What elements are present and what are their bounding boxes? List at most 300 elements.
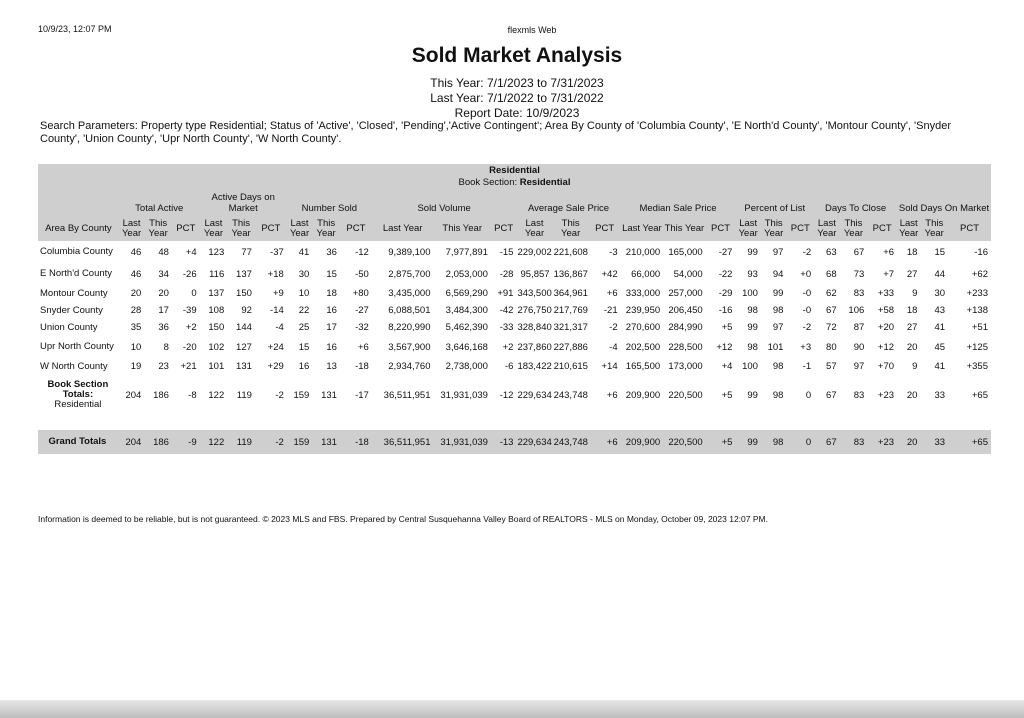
table-cell: -50 xyxy=(355,268,369,280)
table-cell: 3,435,000 xyxy=(388,288,431,299)
table-cell: 333,000 xyxy=(625,288,661,299)
table-cell: 150 xyxy=(236,288,252,299)
table-cell: 116 xyxy=(209,268,225,280)
table-cell: 0 xyxy=(191,288,197,299)
subheader-this: This Year xyxy=(924,218,944,239)
table-cell: 99 xyxy=(735,430,761,454)
table-cell: +2 xyxy=(185,322,197,333)
table-cell: +62 xyxy=(971,268,988,280)
subheader-last: Last Year xyxy=(622,223,662,234)
subheader-this: This Year xyxy=(231,218,251,239)
table-cell: 13 xyxy=(326,361,337,372)
subheader-this: This Year xyxy=(148,218,168,239)
table-cell: 98 xyxy=(747,341,758,353)
table-cell: 229,634 xyxy=(517,389,552,401)
totals-label-line: Book Section xyxy=(47,379,109,390)
table-cell: 243,748 xyxy=(553,430,589,454)
table-cell: 202,500 xyxy=(625,341,661,353)
table-cell: 10 xyxy=(298,288,310,299)
table-cell: 183,422 xyxy=(517,361,552,372)
table-cell: -2 xyxy=(802,322,812,333)
table-cell: 221,608 xyxy=(553,246,588,258)
table-cell: 18 xyxy=(906,246,918,258)
table-cell: 3,484,300 xyxy=(445,305,488,316)
table-cell: +21 xyxy=(180,361,197,372)
table-cell: 33 xyxy=(920,430,948,454)
table-cell: -22 xyxy=(718,268,733,280)
table-cell: 9 xyxy=(912,361,918,372)
table-cell: 2,934,760 xyxy=(388,361,431,372)
table-cell: -18 xyxy=(355,361,369,372)
table-cell: 97 xyxy=(772,322,784,333)
table-cell: 101 xyxy=(767,341,784,353)
table-cell: 122 xyxy=(208,389,225,401)
table-cell: 18 xyxy=(326,288,337,299)
table-cell: 217,769 xyxy=(553,305,588,316)
table-cell: 131 xyxy=(236,361,252,372)
table-cell: -21 xyxy=(603,305,618,316)
table-cell: 93 xyxy=(747,268,758,280)
table-cell: -14 xyxy=(270,305,284,316)
table-cell: +42 xyxy=(601,268,618,280)
table-cell: 41 xyxy=(298,246,310,258)
table-cell: -37 xyxy=(270,246,284,258)
table-cell: 16 xyxy=(298,361,310,372)
disclaimer-footer: Information is deemed to be reliable, but is not guaranteed. © 2023 MLS and FBS. Prepared by Central Susquehanna Valley Board of REALTORS - MLS on Monday, October 09, 2023 12:07 PM. xyxy=(38,514,768,524)
table-cell: 108 xyxy=(208,305,225,316)
table-cell: 31,931,039 xyxy=(434,430,491,454)
table-cell: -2 xyxy=(275,389,284,401)
subheader-last: Last Year xyxy=(203,218,224,239)
table-cell: 119 xyxy=(227,430,255,454)
table-cell: 10 xyxy=(130,341,142,353)
table-cell: -27 xyxy=(718,246,733,258)
table-cell: 77 xyxy=(241,246,252,258)
table-cell: -28 xyxy=(499,268,514,280)
table-cell: 67 xyxy=(853,246,865,258)
table-cell: -4 xyxy=(609,341,618,353)
table-cell: +65 xyxy=(948,430,991,454)
table-cell: +70 xyxy=(877,361,895,372)
table-cell: 36 xyxy=(158,322,169,333)
table-cell: 80 xyxy=(826,341,837,353)
table-cell: -39 xyxy=(182,305,197,316)
table-cell: 7,977,891 xyxy=(445,246,488,258)
table-cell: 99 xyxy=(772,288,784,299)
group-header: Number Sold xyxy=(301,203,358,214)
category-title: Residential xyxy=(489,164,540,176)
subheader-this: This Year xyxy=(764,218,784,239)
table-cell: +6 xyxy=(589,430,621,454)
subheader-pct: PCT xyxy=(960,223,980,234)
table-cell: 90 xyxy=(853,341,865,353)
table-cell: 100 xyxy=(742,361,758,372)
table-cell: 73 xyxy=(853,268,865,280)
area-name: Columbia County xyxy=(40,246,113,257)
table-cell: +58 xyxy=(877,305,895,316)
group-header: Active Days on Market xyxy=(211,192,275,214)
table-cell: 99 xyxy=(747,246,758,258)
table-cell: 48 xyxy=(158,246,169,258)
area-name: Montour County xyxy=(40,287,108,299)
table-cell: +5 xyxy=(706,430,736,454)
table-cell: +18 xyxy=(267,268,284,280)
table-cell: 101 xyxy=(208,361,225,372)
group-header-blank xyxy=(38,188,119,217)
grand-totals-label: Grand Totals xyxy=(38,430,119,454)
table-cell: 209,900 xyxy=(625,389,661,401)
table-row xyxy=(38,263,991,285)
table-cell: +355 xyxy=(966,361,988,372)
table-row xyxy=(38,302,991,319)
table-cell: 3,646,168 xyxy=(445,341,488,353)
table-cell: 67 xyxy=(826,389,837,401)
table-row xyxy=(38,358,991,375)
table-cell: -2 xyxy=(255,430,287,454)
table-cell: +138 xyxy=(966,305,988,316)
table-cell: -3 xyxy=(609,246,618,258)
table-cell: +7 xyxy=(883,268,895,280)
table-cell: 22 xyxy=(298,305,310,316)
table-cell: 122 xyxy=(200,430,228,454)
table-cell: 98 xyxy=(772,389,784,401)
category-row xyxy=(38,164,991,176)
table-cell: 2,875,700 xyxy=(388,268,431,280)
subheader-last-year: Last Year xyxy=(382,223,423,234)
section-name: Residential xyxy=(519,176,571,188)
area-name: Upr North County xyxy=(40,341,114,352)
subheader-pct: PCT xyxy=(494,223,514,234)
table-cell: +20 xyxy=(877,322,895,333)
table-cell: -6 xyxy=(504,361,514,372)
table-cell: +4 xyxy=(721,361,733,372)
table-cell: -15 xyxy=(499,246,514,258)
table-cell: 209,900 xyxy=(621,430,664,454)
table-row xyxy=(38,285,991,302)
table-cell: -1 xyxy=(802,361,812,372)
table-cell: 27 xyxy=(906,268,918,280)
table-cell: 173,000 xyxy=(668,361,703,372)
totals-label-line: Totals: xyxy=(62,389,94,400)
table-cell: 206,450 xyxy=(668,305,703,316)
table-cell: +29 xyxy=(267,361,284,372)
subheader-this: This Year xyxy=(843,218,864,239)
table-cell: 284,990 xyxy=(668,322,703,333)
table-cell: 276,750 xyxy=(517,305,552,316)
table-cell: 36 xyxy=(326,246,337,258)
table-cell: -2 xyxy=(802,246,812,258)
table-cell: 15 xyxy=(934,246,946,258)
subheader-last: Last Year xyxy=(121,218,142,239)
table-cell: -29 xyxy=(718,288,733,299)
table-cell: 186 xyxy=(153,389,169,401)
table-cell: 243,748 xyxy=(553,389,588,401)
table-cell: 229,634 xyxy=(516,430,552,454)
table-cell: +33 xyxy=(877,288,895,299)
table-cell: 8 xyxy=(163,341,169,353)
table-cell: 34 xyxy=(158,268,169,280)
table-cell: +14 xyxy=(601,361,618,372)
group-header: Percent of List xyxy=(744,203,806,214)
table-cell: 131 xyxy=(321,389,337,401)
table-cell: -33 xyxy=(499,322,514,333)
table-cell: 16 xyxy=(326,341,337,353)
table-cell: 257,000 xyxy=(668,288,703,299)
subheader-this-year: This Year xyxy=(442,223,483,234)
area-name: Union County xyxy=(40,321,98,333)
table-row xyxy=(38,319,991,336)
table-cell: +6 xyxy=(357,341,369,353)
table-cell: 2,053,000 xyxy=(445,268,488,280)
table-cell: 137 xyxy=(208,288,225,299)
subheader-last: Last Year xyxy=(738,218,758,239)
table-cell: 321,317 xyxy=(553,322,588,333)
table-cell: -0 xyxy=(802,305,812,316)
table-cell: 44 xyxy=(934,268,946,280)
table-cell: 20 xyxy=(897,430,920,454)
table-cell: 20 xyxy=(906,341,918,353)
section-title xyxy=(38,176,991,188)
table-cell: 227,886 xyxy=(553,341,588,353)
table-cell: 97 xyxy=(853,361,865,372)
table-cell: 94 xyxy=(772,268,784,280)
table-cell: 102 xyxy=(208,341,225,353)
table-cell: 57 xyxy=(826,361,837,372)
this-year-range: This Year: 7/1/2023 to 7/31/2023 xyxy=(430,76,604,90)
spacer-cell xyxy=(38,415,991,430)
table-cell: -12 xyxy=(355,246,369,258)
table-cell: 106 xyxy=(848,305,865,316)
totals-label-line: Residential xyxy=(54,399,102,410)
table-cell: 99 xyxy=(747,389,758,401)
table-cell: +80 xyxy=(352,288,369,299)
spacer-row xyxy=(38,415,991,430)
subheader-last: Last Year xyxy=(899,218,919,239)
table-cell: 204 xyxy=(125,389,142,401)
table-cell: 228,500 xyxy=(668,341,703,353)
table-cell: 131 xyxy=(312,430,340,454)
subheader-this: This Year xyxy=(561,218,581,239)
table-cell: 159 xyxy=(287,430,313,454)
table-cell: -16 xyxy=(718,305,733,316)
subheader-row xyxy=(38,217,991,241)
table-cell: 68 xyxy=(826,268,837,280)
area-name: E North'd County xyxy=(40,268,113,279)
table-cell: -8 xyxy=(188,389,197,401)
table-cell: 41 xyxy=(934,322,946,333)
group-header: Total Active xyxy=(135,203,184,214)
search-parameters: Search Parameters: Property type Residential; Status of 'Active', 'Closed', 'Pending','Active Contingent'; Area By County of 'Columbia County', 'E North'd County', 'Montour County', 'Snyder County', 'Union County', 'Upr North County', 'W North County'. xyxy=(40,120,951,145)
table-cell: 127 xyxy=(236,341,252,353)
table-cell: 15 xyxy=(326,268,337,280)
table-cell: -32 xyxy=(355,322,369,333)
table-cell: 144 xyxy=(236,322,252,333)
sold-market-table xyxy=(38,164,991,454)
table-cell: -12 xyxy=(499,389,514,401)
table-cell: 2,738,000 xyxy=(445,361,488,372)
table-cell: +5 xyxy=(721,389,733,401)
subheader-this: This Year xyxy=(316,218,336,239)
table-cell: 27 xyxy=(906,322,918,333)
table-row xyxy=(38,336,991,358)
table-cell: 67 xyxy=(814,430,840,454)
subheader-last: Last Year xyxy=(289,218,310,239)
group-header: Average Sale Price xyxy=(527,203,610,214)
table-cell: 3,567,900 xyxy=(388,341,431,353)
table-cell: 20 xyxy=(906,389,918,401)
table-cell: 165,000 xyxy=(668,246,703,258)
table-cell: -13 xyxy=(491,430,517,454)
subheader-pct: PCT xyxy=(595,223,615,234)
table-cell: 136,867 xyxy=(553,268,588,280)
subheader-last: Last Year xyxy=(817,218,837,239)
table-cell: 8,220,990 xyxy=(388,322,431,333)
group-header: Days To Close xyxy=(825,203,887,214)
table-cell: 46 xyxy=(130,246,142,258)
table-cell: 83 xyxy=(840,430,868,454)
table-cell: 66,000 xyxy=(631,268,661,280)
table-cell: 19 xyxy=(130,361,142,372)
table-cell: 33 xyxy=(934,389,946,401)
table-cell: 63 xyxy=(826,246,837,258)
table-cell: 270,600 xyxy=(625,322,661,333)
table-cell: +5 xyxy=(721,322,733,333)
table-cell: 20 xyxy=(130,288,142,299)
group-header-row xyxy=(38,188,991,217)
table-cell: +23 xyxy=(867,430,897,454)
totals-row xyxy=(38,375,991,415)
table-cell: 41 xyxy=(934,361,946,372)
table-cell: 137 xyxy=(236,268,252,280)
table-cell: 186 xyxy=(144,430,172,454)
table-cell: 25 xyxy=(298,322,310,333)
table-cell: 31,931,039 xyxy=(440,389,488,401)
table-cell: 23 xyxy=(158,361,169,372)
group-header: Median Sale Price xyxy=(639,203,717,214)
table-cell: -0 xyxy=(802,288,812,299)
table-cell: +51 xyxy=(971,322,988,333)
table-cell: 220,500 xyxy=(663,430,706,454)
table-cell: 9,389,100 xyxy=(388,246,431,258)
table-cell: 16 xyxy=(326,305,337,316)
table-cell: 15 xyxy=(298,341,310,353)
table-cell: +125 xyxy=(966,341,988,353)
table-cell: 45 xyxy=(934,341,946,353)
report-date: Report Date: 10/9/2023 xyxy=(454,106,580,120)
table-cell: 165,500 xyxy=(625,361,661,372)
table-cell: 150 xyxy=(208,322,225,333)
table-cell: 17 xyxy=(326,322,337,333)
table-cell: +6 xyxy=(883,246,895,258)
table-cell: +2 xyxy=(502,341,514,353)
subheader-pct: PCT xyxy=(176,223,196,234)
table-cell: +3 xyxy=(800,341,812,353)
subheader-this: This Year xyxy=(664,223,705,234)
subheader-pct: PCT xyxy=(790,223,810,234)
page-title: Sold Market Analysis xyxy=(411,44,623,67)
table-cell: +9 xyxy=(272,288,284,299)
table-cell: 5,462,390 xyxy=(445,322,488,333)
table-cell: 20 xyxy=(158,288,169,299)
table-cell: 97 xyxy=(772,246,784,258)
area-name: W North County xyxy=(40,360,108,372)
table-cell: 83 xyxy=(853,389,865,401)
table-cell: 100 xyxy=(742,288,758,299)
last-year-range: Last Year: 7/1/2022 to 7/31/2022 xyxy=(430,91,604,105)
site-name: flexmls Web xyxy=(507,25,557,35)
table-cell: 239,950 xyxy=(625,305,661,316)
table-cell: 98 xyxy=(772,305,784,316)
table-cell: 9 xyxy=(912,288,918,299)
table-cell: -20 xyxy=(182,341,197,353)
subheader-pct: PCT xyxy=(346,223,366,234)
table-cell: 30 xyxy=(934,288,946,299)
table-cell: -9 xyxy=(172,430,200,454)
table-cell: +91 xyxy=(497,288,514,299)
table-cell: -26 xyxy=(182,268,197,280)
table-cell: 62 xyxy=(826,288,837,299)
subheader-pct: PCT xyxy=(711,223,731,234)
table-cell: 72 xyxy=(826,322,837,333)
table-cell: -42 xyxy=(499,305,514,316)
area-header: Area By County xyxy=(45,223,112,234)
table-cell: 6,569,290 xyxy=(445,288,488,299)
subheader-pct: PCT xyxy=(872,223,892,234)
table-cell: 99 xyxy=(747,322,758,333)
table-cell: -17 xyxy=(355,389,369,401)
table-cell: +6 xyxy=(606,389,618,401)
subheader-pct: PCT xyxy=(261,223,281,234)
table-cell: 17 xyxy=(158,305,169,316)
table-cell: 87 xyxy=(853,322,865,333)
table-cell: 18 xyxy=(906,305,918,316)
table-cell: -16 xyxy=(974,246,988,258)
table-cell: 220,500 xyxy=(668,389,703,401)
table-cell: 98 xyxy=(761,430,787,454)
table-cell: 67 xyxy=(826,305,837,316)
table-cell: 229,002 xyxy=(517,246,552,258)
area-name: Snyder County xyxy=(40,304,103,316)
table-cell: 328,840 xyxy=(517,322,552,333)
table-cell: 343,500 xyxy=(517,288,552,299)
print-datetime: 10/9/23, 12:07 PM xyxy=(38,24,112,34)
table-cell: +6 xyxy=(606,288,618,299)
table-cell: 46 xyxy=(130,268,142,280)
grand-totals-row xyxy=(38,430,991,454)
table-cell: 237,860 xyxy=(517,341,552,353)
table-cell: 364,961 xyxy=(553,288,588,299)
table-cell: 95,857 xyxy=(520,268,550,280)
table-cell: +12 xyxy=(716,341,733,353)
table-cell: +12 xyxy=(877,341,895,353)
table-cell: +4 xyxy=(185,246,197,258)
table-cell: 210,615 xyxy=(553,361,588,372)
table-cell: 36,511,951 xyxy=(372,430,434,454)
table-cell: -27 xyxy=(355,305,369,316)
group-header: Sold Days On Market xyxy=(898,203,990,214)
table-cell: +23 xyxy=(877,389,895,401)
table-cell: 159 xyxy=(293,389,310,401)
table-cell: 83 xyxy=(853,288,865,299)
table-cell: +0 xyxy=(800,268,812,280)
table-cell: 43 xyxy=(934,305,946,316)
table-cell: +233 xyxy=(966,288,988,299)
table-cell: -18 xyxy=(340,430,372,454)
table-cell: 204 xyxy=(119,430,145,454)
table-cell: +65 xyxy=(971,389,988,401)
table-cell: 98 xyxy=(747,305,758,316)
table-cell: 0 xyxy=(805,389,812,401)
